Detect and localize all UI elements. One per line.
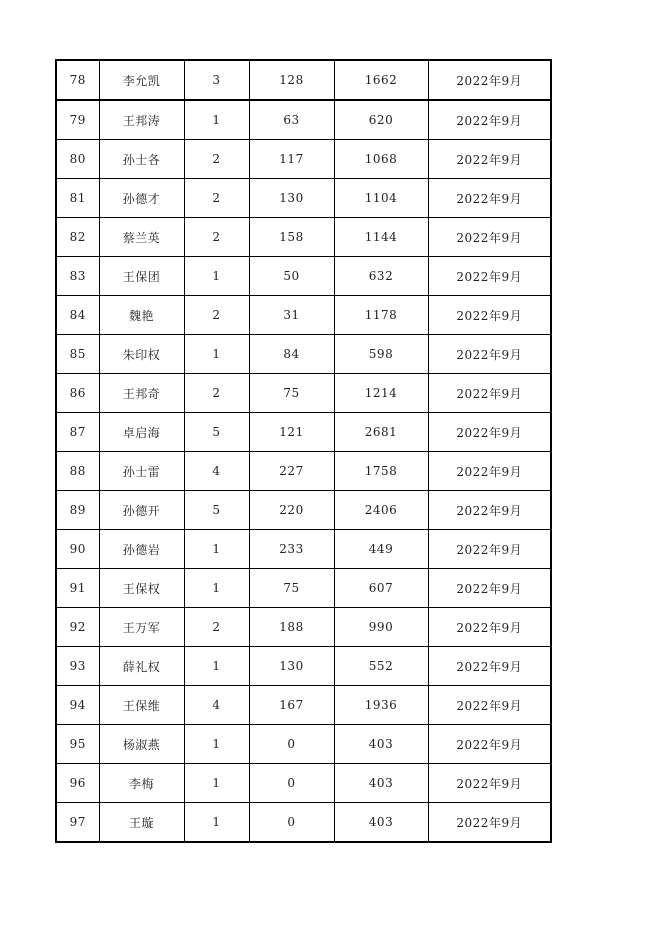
name-cell: 孙德才: [99, 179, 184, 218]
total-cell: 1068: [334, 140, 428, 179]
table-row: [56, 803, 551, 843]
amount-cell: 117: [249, 140, 334, 179]
amount-cell: 233: [249, 530, 334, 569]
amount-cell: 75: [249, 569, 334, 608]
name-cell: 王保权: [99, 569, 184, 608]
total-cell: 620: [334, 100, 428, 140]
name-cell: 魏艳: [99, 296, 184, 335]
total-cell: 1104: [334, 179, 428, 218]
name-cell: 王保维: [99, 686, 184, 725]
members-cell: 1: [184, 803, 249, 843]
members-cell: 2: [184, 179, 249, 218]
row-number-cell: 81: [56, 179, 99, 218]
members-cell: 1: [184, 647, 249, 686]
total-cell: 403: [334, 764, 428, 803]
total-cell: 1936: [334, 686, 428, 725]
table-row: [56, 60, 551, 100]
total-cell: 632: [334, 257, 428, 296]
amount-cell: 167: [249, 686, 334, 725]
amount-cell: 130: [249, 179, 334, 218]
table-row: [56, 140, 551, 179]
date-cell: 2022年9月: [428, 296, 551, 335]
total-cell: 403: [334, 725, 428, 764]
name-cell: 王璇: [99, 803, 184, 843]
row-number-cell: 79: [56, 100, 99, 140]
name-cell: 孙士雷: [99, 452, 184, 491]
members-cell: 5: [184, 413, 249, 452]
name-cell: 王万军: [99, 608, 184, 647]
total-cell: 1144: [334, 218, 428, 257]
date-cell: 2022年9月: [428, 764, 551, 803]
date-cell: 2022年9月: [428, 491, 551, 530]
members-cell: 1: [184, 335, 249, 374]
date-cell: 2022年9月: [428, 179, 551, 218]
table-row: [56, 335, 551, 374]
table-row: [56, 530, 551, 569]
table-row: [56, 764, 551, 803]
members-cell: 2: [184, 374, 249, 413]
amount-cell: 130: [249, 647, 334, 686]
row-number-cell: 96: [56, 764, 99, 803]
members-cell: 2: [184, 296, 249, 335]
amount-cell: 128: [249, 60, 334, 100]
row-number-cell: 78: [56, 60, 99, 100]
members-cell: 1: [184, 725, 249, 764]
amount-cell: 220: [249, 491, 334, 530]
table-row: [56, 100, 551, 140]
total-cell: 1178: [334, 296, 428, 335]
members-cell: 4: [184, 452, 249, 491]
amount-cell: 84: [249, 335, 334, 374]
name-cell: 孙德开: [99, 491, 184, 530]
date-cell: 2022年9月: [428, 452, 551, 491]
table-row: [56, 413, 551, 452]
date-cell: 2022年9月: [428, 374, 551, 413]
members-cell: 1: [184, 530, 249, 569]
table-row: [56, 374, 551, 413]
row-number-cell: 82: [56, 218, 99, 257]
name-cell: 孙德岩: [99, 530, 184, 569]
row-number-cell: 87: [56, 413, 99, 452]
name-cell: 杨淑燕: [99, 725, 184, 764]
total-cell: 1662: [334, 60, 428, 100]
name-cell: 卓启海: [99, 413, 184, 452]
amount-cell: 0: [249, 764, 334, 803]
date-cell: 2022年9月: [428, 530, 551, 569]
amount-cell: 50: [249, 257, 334, 296]
total-cell: 607: [334, 569, 428, 608]
table-row: [56, 647, 551, 686]
members-cell: 1: [184, 764, 249, 803]
name-cell: 王保团: [99, 257, 184, 296]
name-cell: 蔡兰英: [99, 218, 184, 257]
members-cell: 1: [184, 257, 249, 296]
date-cell: 2022年9月: [428, 647, 551, 686]
data-table: [55, 59, 552, 843]
members-cell: 2: [184, 140, 249, 179]
date-cell: 2022年9月: [428, 608, 551, 647]
name-cell: 薛礼权: [99, 647, 184, 686]
date-cell: 2022年9月: [428, 725, 551, 764]
row-number-cell: 86: [56, 374, 99, 413]
date-cell: 2022年9月: [428, 218, 551, 257]
total-cell: 449: [334, 530, 428, 569]
row-number-cell: 90: [56, 530, 99, 569]
date-cell: 2022年9月: [428, 60, 551, 100]
row-number-cell: 84: [56, 296, 99, 335]
amount-cell: 31: [249, 296, 334, 335]
total-cell: 552: [334, 647, 428, 686]
amount-cell: 188: [249, 608, 334, 647]
date-cell: 2022年9月: [428, 140, 551, 179]
row-number-cell: 89: [56, 491, 99, 530]
table-row: [56, 257, 551, 296]
row-number-cell: 88: [56, 452, 99, 491]
amount-cell: 158: [249, 218, 334, 257]
row-number-cell: 92: [56, 608, 99, 647]
name-cell: 李允凯: [99, 60, 184, 100]
table-row: [56, 686, 551, 725]
row-number-cell: 85: [56, 335, 99, 374]
row-number-cell: 83: [56, 257, 99, 296]
name-cell: 王邦涛: [99, 100, 184, 140]
row-number-cell: 94: [56, 686, 99, 725]
date-cell: 2022年9月: [428, 569, 551, 608]
amount-cell: 63: [249, 100, 334, 140]
table-row: [56, 218, 551, 257]
members-cell: 1: [184, 569, 249, 608]
date-cell: 2022年9月: [428, 257, 551, 296]
table-body: [56, 60, 551, 842]
table-row: [56, 569, 551, 608]
row-number-cell: 80: [56, 140, 99, 179]
total-cell: 990: [334, 608, 428, 647]
table-row: [56, 179, 551, 218]
total-cell: 598: [334, 335, 428, 374]
members-cell: 2: [184, 608, 249, 647]
total-cell: 2406: [334, 491, 428, 530]
row-number-cell: 95: [56, 725, 99, 764]
total-cell: 2681: [334, 413, 428, 452]
row-number-cell: 93: [56, 647, 99, 686]
amount-cell: 0: [249, 725, 334, 764]
table-row: [56, 296, 551, 335]
total-cell: 403: [334, 803, 428, 843]
date-cell: 2022年9月: [428, 686, 551, 725]
table-row: [56, 725, 551, 764]
date-cell: 2022年9月: [428, 100, 551, 140]
members-cell: 2: [184, 218, 249, 257]
table-row: [56, 452, 551, 491]
members-cell: 3: [184, 60, 249, 100]
name-cell: 王邦奇: [99, 374, 184, 413]
amount-cell: 75: [249, 374, 334, 413]
name-cell: 朱印权: [99, 335, 184, 374]
members-cell: 1: [184, 100, 249, 140]
name-cell: 李梅: [99, 764, 184, 803]
table-row: [56, 608, 551, 647]
date-cell: 2022年9月: [428, 335, 551, 374]
name-cell: 孙士各: [99, 140, 184, 179]
row-number-cell: 97: [56, 803, 99, 843]
amount-cell: 227: [249, 452, 334, 491]
table-row: [56, 491, 551, 530]
members-cell: 5: [184, 491, 249, 530]
total-cell: 1758: [334, 452, 428, 491]
date-cell: 2022年9月: [428, 413, 551, 452]
members-cell: 4: [184, 686, 249, 725]
amount-cell: 0: [249, 803, 334, 843]
total-cell: 1214: [334, 374, 428, 413]
amount-cell: 121: [249, 413, 334, 452]
row-number-cell: 91: [56, 569, 99, 608]
date-cell: 2022年9月: [428, 803, 551, 843]
